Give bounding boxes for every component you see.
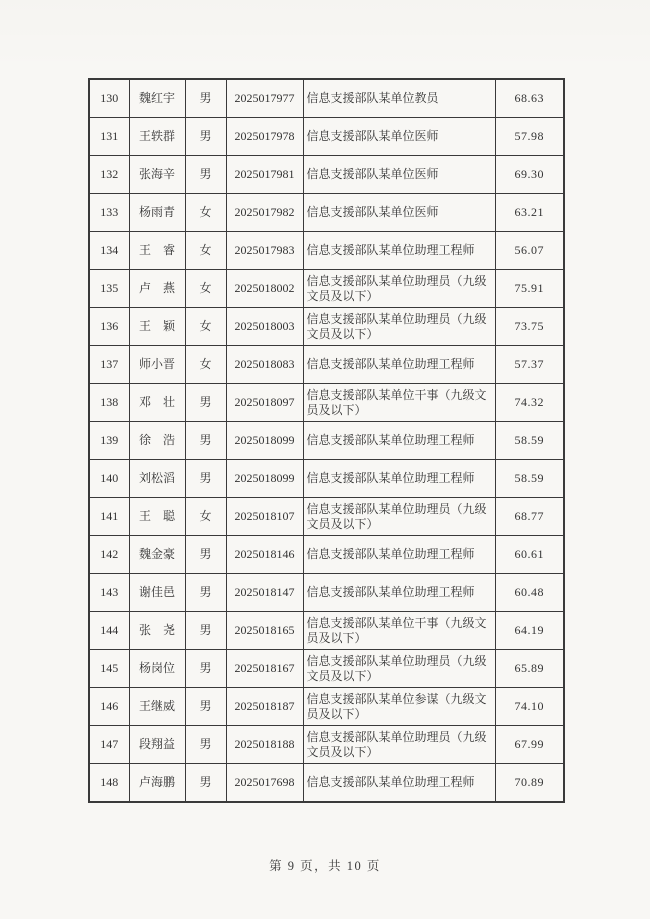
table-row	[89, 764, 564, 803]
cell-position: 信息支援部队某单位助理员（九级文员及以下）	[303, 726, 495, 764]
cell-position: 信息支援部队某单位助理员（九级文员及以下）	[303, 498, 495, 536]
cell-position: 信息支援部队某单位助理工程师	[303, 574, 495, 612]
cell-exam-id: 2025017698	[226, 764, 303, 803]
cell-gender: 女	[185, 270, 226, 308]
cell-exam-id: 2025017978	[226, 118, 303, 156]
cell-row-number: 136	[89, 308, 129, 346]
table-row	[89, 346, 564, 384]
cell-name: 王 颖	[129, 308, 185, 346]
cell-exam-id: 2025018099	[226, 422, 303, 460]
cell-gender: 男	[185, 118, 226, 156]
cell-score: 57.37	[495, 346, 564, 384]
cell-name: 卢 燕	[129, 270, 185, 308]
table-row	[89, 460, 564, 498]
cell-score: 73.75	[495, 308, 564, 346]
table-row	[89, 612, 564, 650]
cell-name: 谢佳邑	[129, 574, 185, 612]
cell-gender: 男	[185, 726, 226, 764]
cell-row-number: 147	[89, 726, 129, 764]
cell-name: 王继威	[129, 688, 185, 726]
cell-row-number: 148	[89, 764, 129, 803]
cell-position: 信息支援部队某单位助理员（九级文员及以下）	[303, 270, 495, 308]
cell-gender: 男	[185, 384, 226, 422]
cell-row-number: 145	[89, 650, 129, 688]
table-row	[89, 232, 564, 270]
cell-position: 信息支援部队某单位助理工程师	[303, 764, 495, 803]
cell-exam-id: 2025017981	[226, 156, 303, 194]
cell-score: 60.48	[495, 574, 564, 612]
cell-position: 信息支援部队某单位助理工程师	[303, 232, 495, 270]
cell-exam-id: 2025018165	[226, 612, 303, 650]
cell-name: 王 聪	[129, 498, 185, 536]
cell-exam-id: 2025017977	[226, 79, 303, 118]
cell-gender: 男	[185, 156, 226, 194]
cell-score: 58.59	[495, 460, 564, 498]
cell-row-number: 131	[89, 118, 129, 156]
cell-score: 74.32	[495, 384, 564, 422]
cell-exam-id: 2025017982	[226, 194, 303, 232]
table-row	[89, 422, 564, 460]
cell-position: 信息支援部队某单位助理工程师	[303, 536, 495, 574]
table-body	[89, 79, 564, 802]
cell-exam-id: 2025018167	[226, 650, 303, 688]
cell-score: 63.21	[495, 194, 564, 232]
cell-position: 信息支援部队某单位教员	[303, 79, 495, 118]
cell-gender: 男	[185, 612, 226, 650]
cell-exam-id: 2025018097	[226, 384, 303, 422]
cell-exam-id: 2025018083	[226, 346, 303, 384]
table-row	[89, 574, 564, 612]
table-row	[89, 308, 564, 346]
cell-score: 64.19	[495, 612, 564, 650]
cell-row-number: 143	[89, 574, 129, 612]
cell-name: 卢海鹏	[129, 764, 185, 803]
cell-row-number: 140	[89, 460, 129, 498]
table-row	[89, 726, 564, 764]
cell-exam-id: 2025017983	[226, 232, 303, 270]
cell-exam-id: 2025018187	[226, 688, 303, 726]
cell-position: 信息支援部队某单位助理工程师	[303, 422, 495, 460]
cell-score: 58.59	[495, 422, 564, 460]
cell-gender: 女	[185, 346, 226, 384]
cell-gender: 男	[185, 460, 226, 498]
table-row	[89, 156, 564, 194]
cell-gender: 女	[185, 308, 226, 346]
cell-name: 王轶群	[129, 118, 185, 156]
cell-name: 师小晋	[129, 346, 185, 384]
cell-row-number: 132	[89, 156, 129, 194]
cell-score: 67.99	[495, 726, 564, 764]
table-row	[89, 688, 564, 726]
cell-name: 王 睿	[129, 232, 185, 270]
cell-name: 魏红宇	[129, 79, 185, 118]
cell-position: 信息支援部队某单位干事（九级文员及以下）	[303, 612, 495, 650]
cell-gender: 男	[185, 688, 226, 726]
table-row	[89, 270, 564, 308]
cell-score: 68.63	[495, 79, 564, 118]
cell-position: 信息支援部队某单位助理员（九级文员及以下）	[303, 650, 495, 688]
cell-name: 段翔益	[129, 726, 185, 764]
cell-gender: 男	[185, 79, 226, 118]
cell-row-number: 142	[89, 536, 129, 574]
cell-exam-id: 2025018107	[226, 498, 303, 536]
cell-score: 70.89	[495, 764, 564, 803]
cell-row-number: 144	[89, 612, 129, 650]
cell-position: 信息支援部队某单位医师	[303, 156, 495, 194]
cell-name: 杨雨青	[129, 194, 185, 232]
cell-score: 69.30	[495, 156, 564, 194]
cell-exam-id: 2025018146	[226, 536, 303, 574]
cell-row-number: 134	[89, 232, 129, 270]
table-row	[89, 650, 564, 688]
cell-row-number: 137	[89, 346, 129, 384]
cell-gender: 男	[185, 536, 226, 574]
cell-name: 张 尧	[129, 612, 185, 650]
cell-exam-id: 2025018002	[226, 270, 303, 308]
cell-score: 68.77	[495, 498, 564, 536]
cell-row-number: 146	[89, 688, 129, 726]
cell-row-number: 133	[89, 194, 129, 232]
cell-position: 信息支援部队某单位助理工程师	[303, 460, 495, 498]
cell-position: 信息支援部队某单位医师	[303, 194, 495, 232]
cell-exam-id: 2025018147	[226, 574, 303, 612]
cell-position: 信息支援部队某单位医师	[303, 118, 495, 156]
cell-score: 56.07	[495, 232, 564, 270]
table-row	[89, 194, 564, 232]
cell-score: 60.61	[495, 536, 564, 574]
cell-position: 信息支援部队某单位参谋（九级文员及以下）	[303, 688, 495, 726]
cell-name: 邓 壮	[129, 384, 185, 422]
cell-score: 74.10	[495, 688, 564, 726]
table-row	[89, 536, 564, 574]
cell-exam-id: 2025018003	[226, 308, 303, 346]
cell-row-number: 141	[89, 498, 129, 536]
table-row	[89, 384, 564, 422]
cell-position: 信息支援部队某单位助理员（九级文员及以下）	[303, 308, 495, 346]
page-footer: 第 9 页，共 10 页	[269, 859, 381, 873]
cell-gender: 女	[185, 194, 226, 232]
cell-name: 刘松滔	[129, 460, 185, 498]
cell-position: 信息支援部队某单位助理工程师	[303, 346, 495, 384]
cell-row-number: 135	[89, 270, 129, 308]
cell-position: 信息支援部队某单位干事（九级文员及以下）	[303, 384, 495, 422]
table-row	[89, 118, 564, 156]
cell-score: 75.91	[495, 270, 564, 308]
cell-exam-id: 2025018188	[226, 726, 303, 764]
candidate-score-table	[88, 78, 565, 803]
table-row	[89, 498, 564, 536]
cell-row-number: 139	[89, 422, 129, 460]
cell-score: 57.98	[495, 118, 564, 156]
cell-gender: 男	[185, 764, 226, 803]
cell-gender: 男	[185, 422, 226, 460]
cell-row-number: 138	[89, 384, 129, 422]
cell-gender: 女	[185, 232, 226, 270]
cell-name: 张海辛	[129, 156, 185, 194]
cell-row-number: 130	[89, 79, 129, 118]
cell-gender: 男	[185, 650, 226, 688]
cell-gender: 男	[185, 574, 226, 612]
cell-gender: 女	[185, 498, 226, 536]
cell-score: 65.89	[495, 650, 564, 688]
cell-exam-id: 2025018099	[226, 460, 303, 498]
cell-name: 杨岗位	[129, 650, 185, 688]
cell-name: 魏金豪	[129, 536, 185, 574]
table-row	[89, 79, 564, 118]
cell-name: 徐 浩	[129, 422, 185, 460]
